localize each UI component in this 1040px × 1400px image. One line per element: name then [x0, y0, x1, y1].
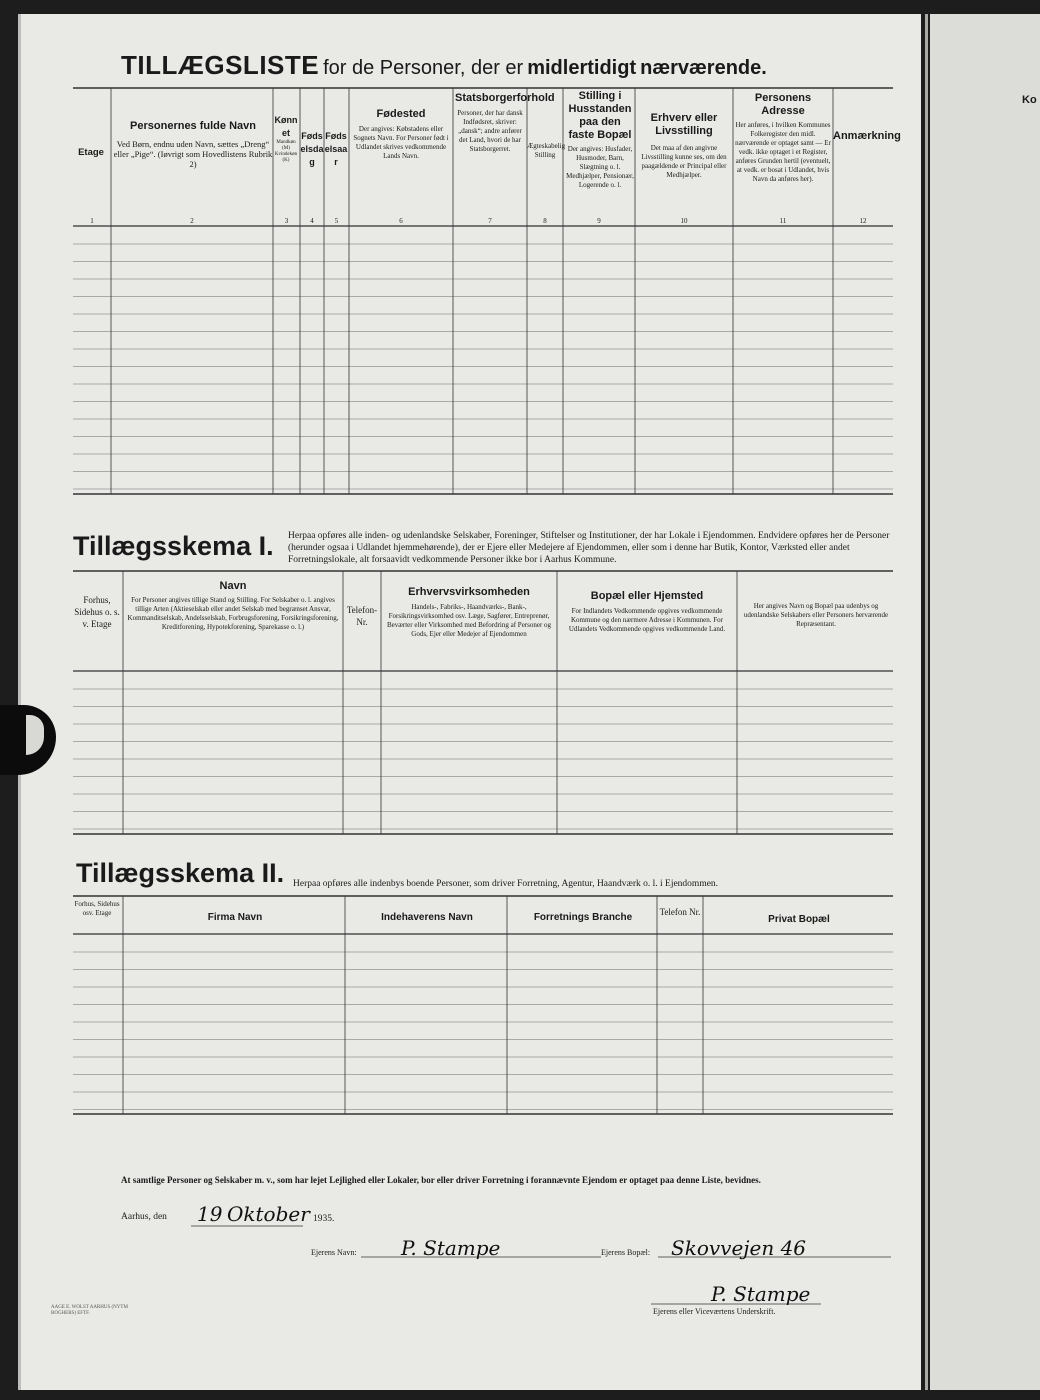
owner-signature: P. Stampe: [711, 1282, 811, 1306]
form-page: [18, 14, 921, 1390]
column-number: 6: [399, 217, 403, 225]
signature-label: Ejerens eller Viceværtens Underskrift.: [653, 1307, 776, 1316]
owner-address: Skovvejen 46: [671, 1236, 807, 1260]
page-edge: [925, 14, 928, 1390]
printer-imprint: AAGE E. WOLST AARHUS (NYTM BOGHERS) EFTF.: [51, 1305, 128, 1316]
header-birthplace: Fødested Der angives: Købstadens eller Sognets Navn. For Personer født i Udlandet skrives vedkommende Lands Navn.: [353, 108, 449, 160]
header-birthyear: Fødselsaar: [324, 131, 348, 167]
s1-header-business: Erhvervsvirksomheden Handels-, Fabriks-, Haandværks-, Bank-, Forsikringsvirksomhed osv. Læge, Sagfører, Entreprenør, Beværter eller Virksomhed med Befordring af Personer og Gods, Ejer eller Medejer af Ejendommen: [386, 586, 552, 638]
s2-header-telefon: Telefon Nr.: [659, 907, 701, 917]
header-household: Stilling i Husstanden paa den faste Bopæl Der angives: Husfader, Husmoder, Barn, Slægtning o. l. Medhjælper, Pensionær, Logerende o. l.: [566, 90, 634, 189]
header-gender: Kønnet Mandkøn (M) Kvindekøn (K): [274, 115, 298, 163]
header-occupation: Erhverv eller Livsstilling Det maa af den angivne Livsstilling kunne ses, om den paagældende er Principal eller Medhjælper.: [641, 112, 727, 179]
header-etage: Etage: [78, 147, 104, 158]
s2-header-branch: Forretnings Branche: [533, 912, 633, 923]
s2-header-etage: Forhus, Sidehus osv. Etage: [74, 900, 120, 917]
column-number: 3: [284, 217, 289, 225]
s1-header-etage: Forhus, Sidehus o. s. v. Etage: [74, 595, 120, 629]
header-citizenship: Statsborgerforhold Personer, der har dansk Indfødsret, skriver: „dansk“; andre anfører det Land, hvori de har Statsborgerret.: [455, 92, 555, 153]
s1-header-representative: Her angives Navn og Bopæl paa udenbys og udenlandske Selskabers eller Personers herværende Repræsentant.: [743, 602, 889, 628]
column-number: 8: [543, 217, 547, 225]
column-number: 2: [190, 217, 194, 225]
skema2-description: Herpaa opføres alle indenbys boende Personer, som driver Forretning, Agentur, Haandværk o. l. i Ejendommen.: [293, 879, 719, 889]
s2-header-firm: Firma Navn: [207, 912, 263, 923]
s2-header-owner: Indehaverens Navn: [381, 912, 473, 923]
s1-header-name: Navn For Personer angives tillige Stand og Stilling. For Selskaber o. l. angives tillige Arten (Aktieselskab eller andet Selskab med begrænset Ansvar, Kommanditselskab, Andelsselskab, Forbrugsforening, Forsikringsforening, Kreditforening, Hypotekforening, Sparekasse o. l.): [127, 580, 339, 631]
date-month: Oktober: [227, 1202, 310, 1226]
column-number: 7: [488, 217, 492, 225]
skema2-title: Tillægsskema II.: [76, 858, 285, 888]
s2-header-private: Privat Bopæl: [768, 914, 830, 925]
owner-name-label: Ejerens Navn:: [311, 1248, 357, 1257]
skema1-title: Tillægsskema I.: [73, 531, 274, 561]
year: 1935.: [313, 1214, 335, 1224]
main-title: TILLÆGSLISTE for de Personer, der er midlertidigt nærværende.: [121, 50, 767, 80]
column-number: 9: [597, 217, 601, 225]
date-day: 19: [197, 1202, 223, 1226]
header-birthday: Fødselsdag: [300, 131, 324, 167]
column-number: 10: [680, 217, 688, 225]
declaration: At samtlige Personer og Selskaber m. v., som har lejet Lejlighed eller Lokaler, bor eller driver Forretning i forannævnte Ejendom er optaget paa denne Liste, bevidnes.: [121, 1175, 761, 1185]
adjacent-page: [930, 14, 1040, 1390]
column-number: 4: [310, 217, 314, 225]
skema1-description: Herpaa opføres alle inden- og udenlandske Selskaber, Foreninger, Stiftelser og Institutioner, der har Lokale i Ejendommen. Endvidere opføres her de Personer (herunder ogsaa i Udlandet hjemmehørende), der er Ejere eller Medejere af Ejendommen, eller som i denne har Butik, Kontor, Værksted eller andet Forretningslokale, alt forsaavidt vedkommende Personer ikke bor i Aarhus Kommune.: [288, 531, 890, 565]
column-number: 11: [779, 217, 787, 225]
column-number: 5: [334, 217, 339, 225]
header-remarks: Anmærkning: [833, 130, 901, 142]
s1-header-residence: Bopæl eller Hjemsted For Indlandets Vedkommende opgives vedkommende Kommune og den nærmere Adresse i Kommunen. For Udlandets Vedkommende opgives vedkommende Land.: [568, 590, 726, 633]
header-marital: Ægteskabelig Stilling: [527, 142, 566, 159]
s1-header-telefon: Telefon-Nr.: [346, 605, 378, 627]
owner-name: P. Stampe: [401, 1236, 501, 1260]
header-name: Personernes fulde Navn Ved Børn, endnu uden Navn, sættes „Dreng“ eller „Pige“. (Iøvrigt som Hovedlistens Rubrik 2): [113, 120, 273, 169]
column-number: 12: [859, 217, 867, 225]
column-number: 1: [90, 217, 94, 225]
place-label: Aarhus, den: [121, 1212, 167, 1222]
header-address: Personens Adresse Her anføres, i hvilken Kommunes Folkeregister den midl. nærværende er optaget samt — Er vedk. ikke optaget i et Register, anføres Grunden hertil (eventuelt, at vedk. er bosat i Udlandet, hvis Navn da anføres her).: [735, 92, 831, 183]
adjacent-page-fragment: Ko: [1022, 94, 1037, 106]
owner-address-label: Ejerens Bopæl:: [601, 1248, 651, 1257]
